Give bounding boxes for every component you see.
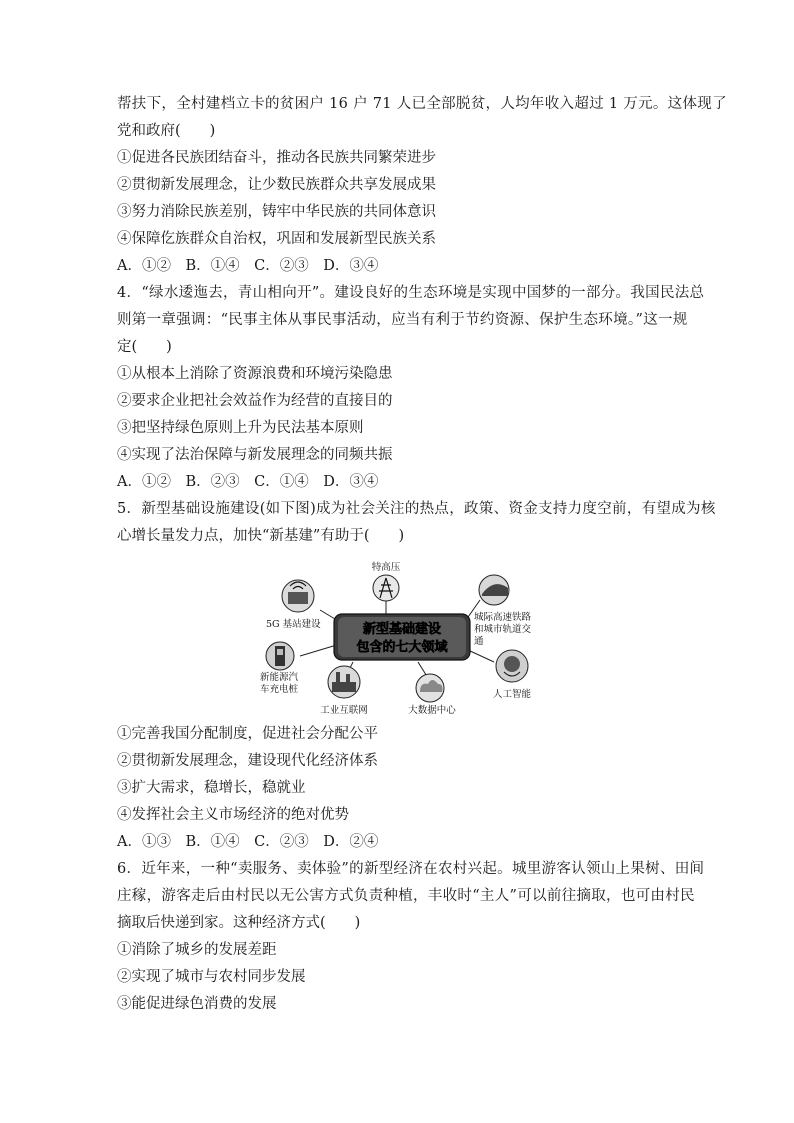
center-title-line-1: 新型基础建设 bbox=[362, 622, 442, 637]
center-banner bbox=[334, 614, 470, 660]
q5-stem-line-1: 5．新型基础设施建设(如下图)成为社会关注的热点，政策、资金支持力度空前，有望成为核 bbox=[117, 501, 716, 517]
q4-answer-choices: A．①② B．②③ C．①④ D．③④ bbox=[117, 474, 379, 490]
q4-option-4: ④实现了法治保障与新发展理念的同频共振 bbox=[117, 447, 393, 463]
ev-charger-icon bbox=[266, 642, 294, 670]
q6-stem-line-2: 庄稼，游客走后由村民以无公害方式负责种植，丰收时“主人”可以前往摘取，也可由村民 bbox=[117, 888, 695, 904]
q4-stem-line-2: 则第一章强调：“民事主体从事民事活动，应当有利于节约资源、保护生态环境。”这一规 bbox=[117, 312, 688, 328]
q6-stem-line-1: 6．近年来，一种“卖服务、卖体验”的新型经济在农村兴起。城里游客认领山上果树、田间 bbox=[117, 861, 705, 877]
label-ev-line-1: 新能源汽 bbox=[260, 672, 299, 683]
5g-base-station-icon bbox=[282, 580, 314, 612]
q4-stem-line-3: 定( ) bbox=[117, 339, 172, 355]
high-speed-rail-icon bbox=[479, 575, 509, 605]
q5-answer-choices: A．①③ B．①④ C．②③ D．②④ bbox=[117, 834, 379, 850]
connector-ai bbox=[468, 650, 494, 662]
new-infrastructure-diagram bbox=[258, 560, 548, 720]
q3-option-4: ④保障仡族群众自治权，巩固和发展新型民族关系 bbox=[117, 231, 436, 247]
q5-option-2: ②贯彻新发展理念，建设现代化经济体系 bbox=[117, 753, 378, 769]
q4-option-3: ③把坚持绿色原则上升为民法基本原则 bbox=[117, 420, 364, 436]
q3-stem-line-2: 党和政府( ) bbox=[117, 123, 216, 139]
q3-option-2: ②贯彻新发展理念，让少数民族群众共享发展成果 bbox=[117, 177, 436, 193]
q6-stem-line-3: 摘取后快递到家。这种经济方式( ) bbox=[117, 915, 361, 931]
q3-answer-choices: A．①② B．①④ C．②③ D．③④ bbox=[117, 258, 379, 274]
big-data-center-icon bbox=[416, 674, 444, 702]
industrial-internet-icon bbox=[328, 666, 360, 698]
q3-option-1: ①促进各民族团结奋斗，推动各民族共同繁荣进步 bbox=[117, 150, 436, 166]
label-rail-line-2: 和城市轨道交 bbox=[474, 624, 532, 635]
q5-option-1: ①完善我国分配制度，促进社会分配公平 bbox=[117, 726, 378, 742]
label-bigdata: 大数据中心 bbox=[408, 705, 456, 716]
label-industrial: 工业互联网 bbox=[320, 705, 368, 716]
q5-option-4: ④发挥社会主义市场经济的绝对优势 bbox=[117, 807, 349, 823]
q3-stem-line-1: 帮扶下，全村建档立卡的贫困户 16 户 71 人已全部脱贫，人均年收入超过 1 万元。这体现了 bbox=[117, 96, 727, 112]
q5-option-3: ③扩大需求，稳增长，稳就业 bbox=[117, 780, 306, 796]
q4-option-2: ②要求企业把社会效益作为经营的直接目的 bbox=[117, 393, 393, 409]
label-ev-line-2: 车充电桩 bbox=[260, 684, 299, 695]
center-title-line-2: 包含的七大领域 bbox=[356, 640, 448, 655]
uhv-tower-icon bbox=[373, 575, 399, 601]
label-uhv: 特高压 bbox=[371, 562, 401, 573]
q6-option-2: ②实现了城市与农村同步发展 bbox=[117, 969, 306, 985]
label-rail-line-1: 城际高速铁路 bbox=[474, 612, 532, 623]
label-ai: 人工智能 bbox=[492, 689, 532, 700]
label-5g: 5G 基站建设 bbox=[266, 619, 321, 630]
label-rail-line-3: 通 bbox=[474, 636, 484, 647]
q5-stem-line-2: 心增长量发力点，加快“新基建”有助于( ) bbox=[117, 528, 405, 544]
q4-stem-line-1: 4．“绿水逶迤去，青山相向开”。建设良好的生态环境是实现中国梦的一部分。我国民法总 bbox=[117, 285, 705, 301]
q4-option-1: ①从根本上消除了资源浪费和环境污染隐患 bbox=[117, 366, 393, 382]
q3-option-3: ③努力消除民族差别，铸牢中华民族的共同体意识 bbox=[117, 204, 436, 220]
artificial-intelligence-icon bbox=[496, 650, 528, 682]
q6-option-1: ①消除了城乡的发展差距 bbox=[117, 942, 277, 958]
q6-option-3: ③能促进绿色消费的发展 bbox=[117, 996, 277, 1012]
